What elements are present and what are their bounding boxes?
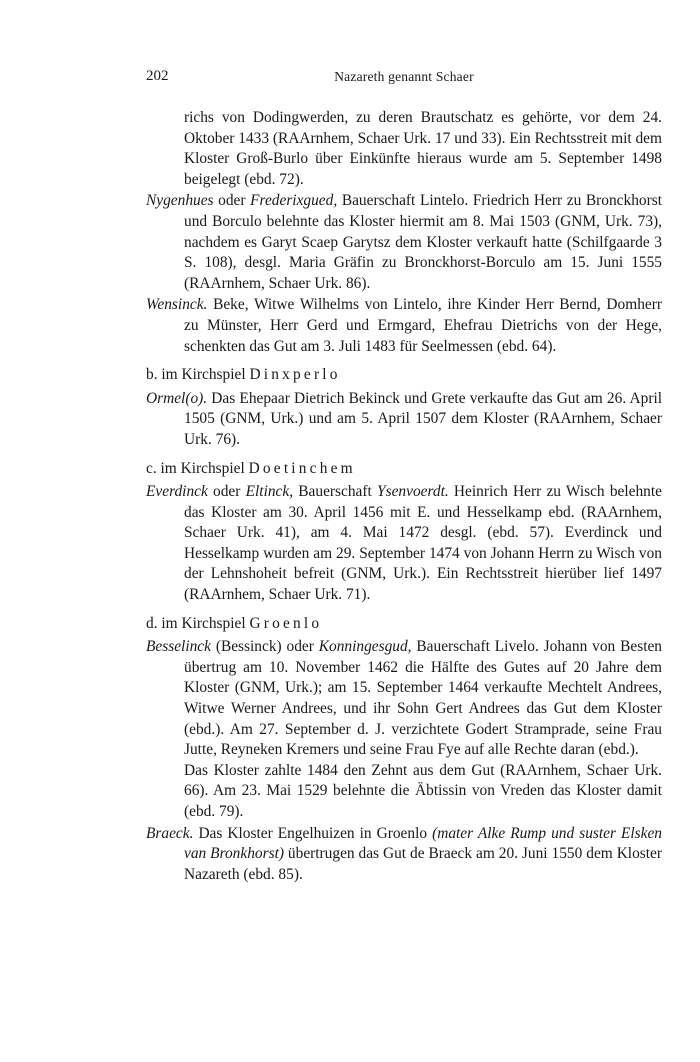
running-title: Nazareth genannt Schaer	[334, 69, 474, 84]
entry-text: Heinrich Herr zu Wisch belehnte das Kloster am 30. April 1456 mit E. und Hesselkamp ebd. (RAArnhem, Schaer Urk. 41), am 4. Mai 1472 desgl. (ebd. 57). Everdinck und Hesselkamp wurden am 29. September 1474 von Johann Herrn zu Wisch von der Lehnshoheit befreit (GNM, Urk.). Ein Rechtsstreit hierüber lief 1497 (RAArnhem, Schaer Urk. 71).	[184, 483, 662, 604]
section-heading-d	[146, 614, 662, 635]
entry-text: Das Ehepaar Dietrich Bekinck und Grete verkaufte das Gut am 26. April 1505 (GNM, Urk.) und am 5. April 1507 dem Kloster (RAArnhem, Schaer Urk. 76).	[184, 389, 662, 448]
entry-text: (Bessinck) oder	[210, 638, 319, 656]
entry-name: Wensinck.	[146, 296, 208, 314]
entry-wensinck	[146, 295, 662, 357]
continuation-text: richs von Dodingwerden, zu deren Brautschatz es gehörte, vor dem 24. Oktober 1433 (RAArnhem, Schaer Urk. 17 und 33). Ein Rechtsstreit mit dem Kloster Groß-Burlo über Einkünfte hieraus wurde am 5. September 1498 beigelegt (ebd. 72).	[184, 109, 662, 188]
entry-parenthetical: (mater Alke Rump und suster Elsken van Bronkhorst)	[184, 824, 663, 863]
section-place: Doetinchem	[248, 459, 356, 477]
section-prefix: d. im Kirchspiel	[146, 614, 250, 632]
entry-name: Ormel(o).	[146, 389, 208, 407]
entry-braeck	[146, 824, 662, 886]
entry-text: oder	[207, 483, 246, 501]
entry-name: Eltinck,	[245, 483, 294, 501]
entry-nygenhues	[146, 191, 662, 294]
entry-text: Bauerschaft	[293, 483, 378, 501]
entry-name: Nygenhues	[146, 192, 214, 210]
entry-text: übertrugen das Gut de Braeck am 20. Juni 1550 dem Kloster Nazareth (ebd. 85).	[184, 845, 662, 883]
entry-text: Bauerschaft Lintelo. Friedrich Herr zu Bronckhorst und Borculo belehnte das Kloster hiermit am 8. Mai 1503 (GNM, Urk. 73), nachdem es Garyt Scaep Garytsz dem Kloster verkauft hatte (Schilfgaarde 3 S. 108), desgl. Maria Gräfin zu Bronckhorst-Borculo am 15. Juni 1555 (RAArnhem, Schaer Urk. 86).	[184, 192, 662, 292]
entry-ormel	[146, 389, 662, 451]
continuation-paragraph	[146, 108, 662, 190]
entry-second-paragraph: Das Kloster zahlte 1484 den Zehnt aus dem Gut (RAArnhem, Schaer Urk. 66). Am 23. Mai 1529 belehnte die Äbtissin von Vreden das Kloster damit (ebd. 79).	[184, 761, 662, 820]
entry-text: oder	[213, 192, 251, 210]
page-number: 202	[146, 68, 169, 84]
entry-name: Besselinck	[146, 638, 211, 656]
entry-name: Frederixgued,	[250, 192, 338, 210]
page	[146, 68, 662, 885]
entry-name: Braeck.	[146, 824, 194, 842]
entry-besselinck	[146, 637, 662, 822]
section-place: Groenlo	[249, 614, 323, 632]
section-heading-b	[146, 365, 662, 386]
section-prefix: b. im Kirchspiel	[146, 366, 250, 384]
entry-name: Everdinck	[146, 483, 208, 501]
section-heading-c	[146, 459, 662, 480]
entry-text: Bauerschaft Livelo. Johann von Besten übertrug am 10. November 1462 die Hälfte des Gutes auf 20 Jahre dem Kloster (GNM, Urk.); am 15. September 1464 verkaufte Mechtelt Andrees, Witwe Werner Andrees, und ihr Sohn Gert Andrees das Gut dem Kloster (ebd.). Am 27. September d. J. verzichtete Godert Stramprade, seine Frau Jutte, Reyneken Kremers und seine Frau Fye auf alle Rechte daran (ebd.).	[184, 638, 662, 759]
entry-everdinck	[146, 482, 662, 606]
entry-place-name: Ysenvoerdt.	[377, 483, 449, 501]
running-head	[146, 68, 662, 92]
section-prefix: c. im Kirchspiel	[146, 459, 249, 477]
entry-text: Das Kloster Engelhuizen in Groenlo	[193, 824, 433, 842]
section-place: Dinxperlo	[249, 366, 341, 384]
entry-text: Beke, Witwe Wilhelms von Lintelo, ihre Kinder Herr Bernd, Domherr zu Münster, Herr Gerd und Ermgard, Ehefrau Dietrichs von der Hege, schenkten das Gut am 3. Juli 1483 für Seelmessen (ebd. 64).	[184, 296, 662, 355]
entry-name: Konningesgud,	[318, 638, 412, 656]
